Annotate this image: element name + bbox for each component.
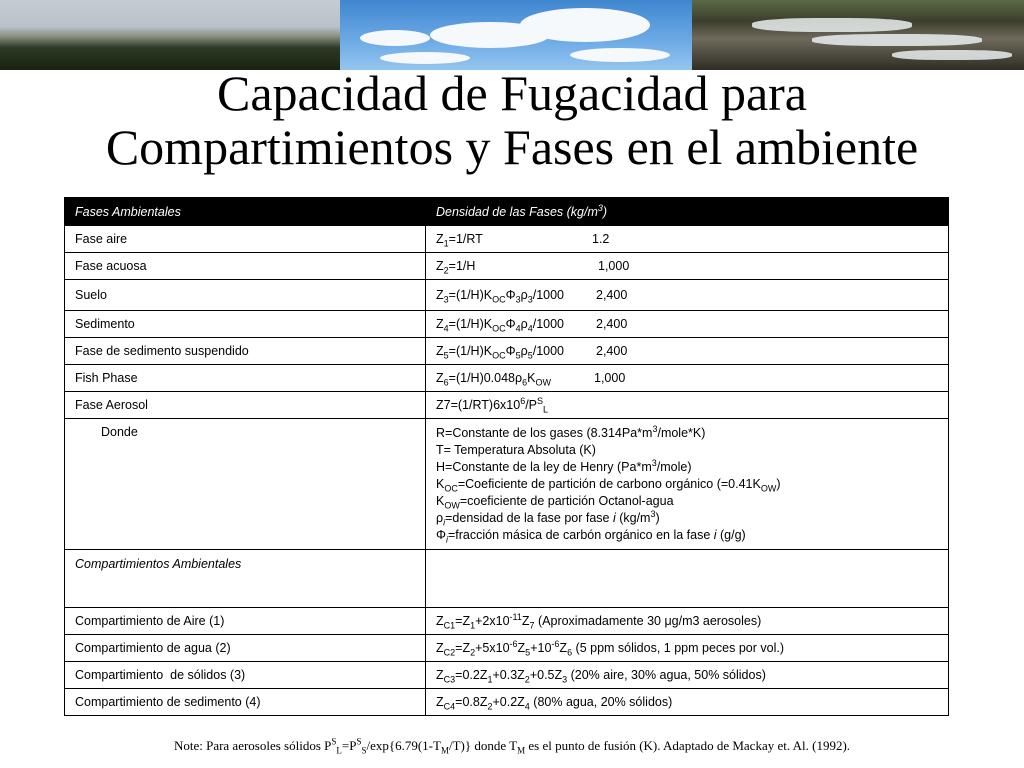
compartimiento-name: Compartimiento de Aire (1) xyxy=(65,608,426,635)
footnote: Note: Para aerosoles sólidos $P^S_L=P^S_S/\exp\{6.79(1-T_M/T)\}$ donde $T_M$ es el punto de fusión (K). Adaptado de Mackay et. Al. (1992). xyxy=(173,736,851,756)
fase-name: Fase Aerosol xyxy=(65,392,426,419)
slide-title-line-1: Capacidad de Fugacidad para xyxy=(216,65,807,121)
table-row xyxy=(65,392,949,419)
fase-name: Fish Phase xyxy=(65,365,426,392)
compartimiento-name: Compartimiento de sólidos (3) xyxy=(65,662,426,689)
slide-title xyxy=(0,66,1024,174)
fase-name: Suelo xyxy=(65,280,426,311)
definition-line: $\rho_i=densidad$ de la fase por fase i $(kg/m^3)$ xyxy=(436,508,660,528)
header-banner xyxy=(0,0,1024,70)
header-fases: Fases Ambientales xyxy=(65,198,426,226)
definition-line: $K_{OC}=Coeficiente$ de partición de carbono orgánico $(=0.41K_{OW})$ xyxy=(436,477,781,494)
fase-name: Fase de sedimento suspendido xyxy=(65,338,426,365)
table-row-compartimientos-heading xyxy=(65,550,949,608)
fase-density: 2,400 xyxy=(596,288,628,302)
table-header-row xyxy=(65,198,949,226)
definition-line: $K_{OW}=coeficiente$ de partición Octanol-agua xyxy=(436,494,674,511)
compartimientos-label: Compartimientos Ambientales xyxy=(65,550,426,608)
empty-cell xyxy=(426,550,949,608)
donde-label: Donde xyxy=(65,419,426,550)
table-row xyxy=(65,280,949,311)
table-row xyxy=(65,253,949,280)
fase-name: Sedimento xyxy=(65,311,426,338)
fase-formula: $Z7=(1/RT)6x10^6/P^S_L$ xyxy=(426,392,949,419)
fase-name: Fase acuosa xyxy=(65,253,426,280)
fase-density: 1,000 xyxy=(598,259,630,273)
fase-density: 2,400 xyxy=(596,344,628,358)
table-row xyxy=(65,226,949,253)
fase-formula: $Z_5=(1/H)K_{OC}\Phi_5\rho_5/1000$ 2,400 xyxy=(426,338,949,365)
definition-line: H=Constante de la ley de Henry $(Pa*m^3/mole)$ xyxy=(436,457,692,474)
definition-line: R=Constante de los gases $(8.314Pa*m^3/mole*K)$ xyxy=(436,423,706,440)
table-row xyxy=(65,311,949,338)
fase-density: 2,400 xyxy=(596,317,628,331)
compartimiento-formula: $Z_{C3}=0.2Z_1+0.3Z_2+0.5Z_3$ (20% aire, 30% agua, 50% sólidos) xyxy=(426,662,949,689)
table-row xyxy=(65,365,949,392)
fase-formula: $Z_3=(1/H)K_{OC}\Phi_3\rho_3/1000$ 2,400 xyxy=(426,280,949,311)
sky-clouds-photo xyxy=(340,0,692,70)
fase-formula: $Z_6=(1/H)0.048\rho_6K_{OW}$ 1,000 xyxy=(426,365,949,392)
compartimiento-name: Compartimiento de agua (2) xyxy=(65,635,426,662)
fase-density: 1,000 xyxy=(594,371,626,385)
fase-name: Fase aire xyxy=(65,226,426,253)
fase-formula: $Z_4=(1/H)K_{OC}\Phi_4\rho_4/1000$ 2,400 xyxy=(426,311,949,338)
table-row xyxy=(65,635,949,662)
fase-formula: $Z_2=1/H$ 1,000 xyxy=(426,253,949,280)
compartimiento-formula: $Z_{C1}=Z_1+2x10^{-11}Z_7$ (Aproximadamente 30 μg/m3 aerosoles) xyxy=(426,608,949,635)
fase-density: 1.2 xyxy=(592,232,610,246)
compartimiento-formula: $Z_{C2}=Z_2+5x10^{-6}Z_5+10^{-6}Z_6$ (5 ppm sólidos, 1 ppm peces por vol.) xyxy=(426,635,949,662)
fase-formula: $Z_1=1/RT$ 1.2 xyxy=(426,226,949,253)
table-row xyxy=(65,689,949,716)
donde-definitions xyxy=(426,419,949,550)
fugacity-table xyxy=(64,197,949,716)
landscape-photo xyxy=(0,0,340,70)
header-densidad: Densidad de las Fases $(kg/m^3)$ xyxy=(426,198,949,226)
definition-line: T= Temperatura Absoluta (K) xyxy=(436,443,596,457)
table-row xyxy=(65,662,949,689)
waterfall-photo xyxy=(692,0,1024,70)
compartimiento-name: Compartimiento de sedimento (4) xyxy=(65,689,426,716)
definition-line: $\Phi_i=fracción$ másica de carbón orgánico en la fase i (g/g) xyxy=(436,528,746,545)
slide-title-line-2: Compartimientos y Fases en el ambiente xyxy=(105,119,919,175)
table-row-donde xyxy=(65,419,949,550)
compartimiento-formula: $Z_{C4}=0.8Z_2+0.2Z_4$ (80% agua, 20% sólidos) xyxy=(426,689,949,716)
table-row xyxy=(65,338,949,365)
table-row xyxy=(65,608,949,635)
